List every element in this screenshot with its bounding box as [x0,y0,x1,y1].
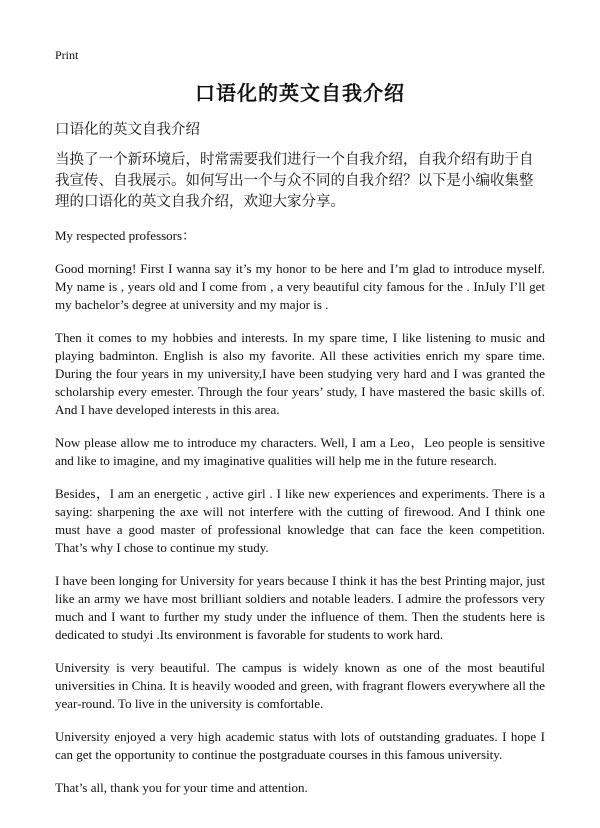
article-subtitle: 口语化的英文自我介绍 [55,122,200,138]
paragraph-characters: Now please allow me to introduce my characters. Well, I am a Leo，Leo people is sensitive and like to imagine, and my imaginative qualities will help me in the future research. [55,435,545,468]
paragraph-motivation: I have been longing for University for years because I think it has the best Printing major, just like an army we have most brilliant soldiers and notable leaders. I admire the professors very much and I want to further my study under the influence of them. Then the students here is dedicated to studyi .Its environment is favorable for students to work hard. [55,573,545,642]
paragraph-campus: University is very beautiful. The campus is widely known as one of the most beautiful universities in China. It is heavily wooded and green, with fragrant flowers everywhere all the year-round. To live in the university is comfortable. [55,660,545,711]
paragraph-academic: University enjoyed a very high academic status with lots of outstanding graduates. I hope I can get the opportunity to continue the postgraduate courses in this famous university. [55,729,545,762]
article-body [55,120,545,812]
intro-paragraph: 当换了一个新环境后，时常需要我们进行一个自我介绍，自我介绍有助于自我宣传、自我展示。如何写出一个与众不同的自我介绍？以下是小编收集整理的口语化的英文自我介绍，欢迎大家分享。 [55,152,534,210]
salutation: My respected professors： [55,228,196,243]
paragraph-hobbies: Then it comes to my hobbies and interests. In my spare time, I like listening to music and playing badminton. English is also my favorite. All these activities enrich my spare time. During the four years in my university,I have been studying very hard and I was granted the scholarship every emester. Through the four years’ study, I have mastered the basic skills of. And I have developed interests in this area. [55,330,545,417]
paragraph-greeting: Good morning! First I wanna say it’s my honor to be here and I’m glad to introduce myself. My name is , years old and I come from , a very beautiful city famous for the . InJuly I’ll get my bachelor’s degree at university and my major is . [55,261,545,312]
page-title: 口语化的英文自我介绍 [195,81,405,105]
closing: That’s all, thank you for your time and attention. [55,780,308,795]
paragraph-personality: Besides，I am an energetic , active girl . I like new experiences and experiments. There is a saying: sharpening the axe will not interfere with the cutting of firewood. And I think one must have a good master of professional knowledge that can face the keen competition. That’s why I chose to continue my study. [55,486,545,555]
print-link[interactable]: Print [55,48,79,62]
